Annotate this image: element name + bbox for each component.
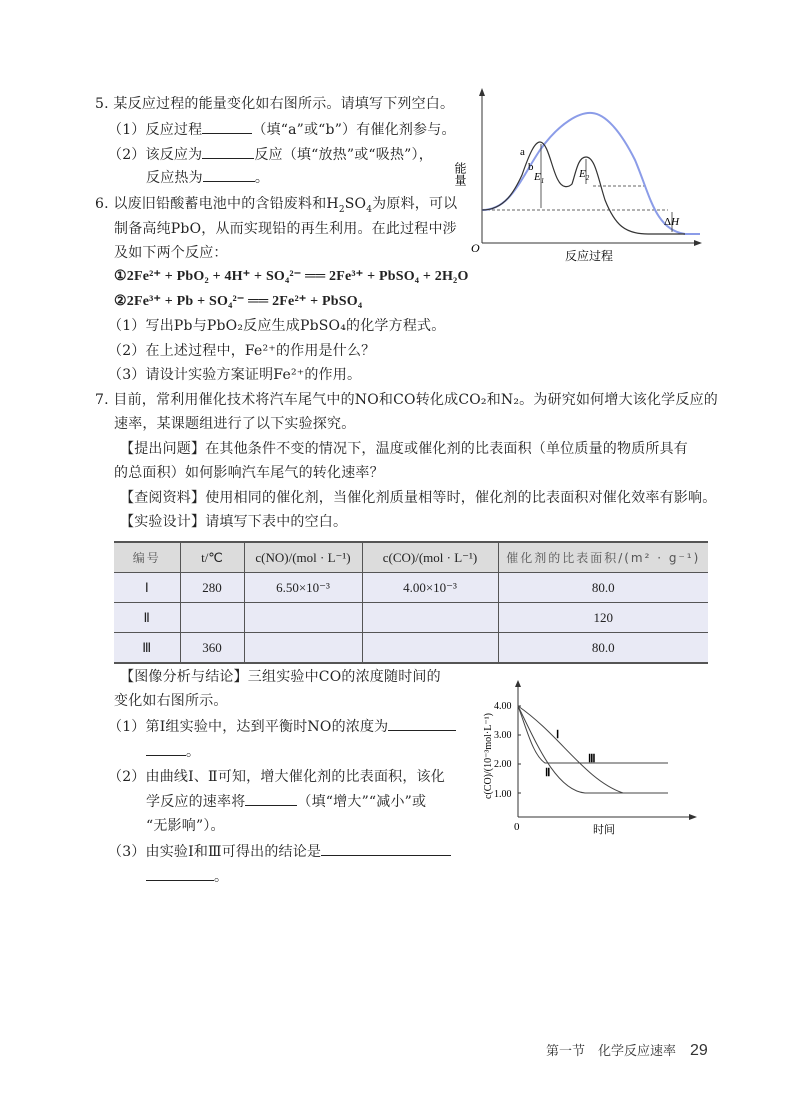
answer-blank[interactable]: [321, 842, 451, 856]
q7-line1: 7. 目前，常利用催化技术将汽车尾气中的NO和CO转化成CO₂和N₂。为研究如何增大该化学反应的: [95, 392, 718, 408]
table-cell-blank[interactable]: [180, 603, 244, 633]
table-cell: 80.0: [498, 633, 708, 664]
svg-text:Ⅲ: Ⅲ: [588, 753, 596, 765]
table-cell: 80.0: [498, 573, 708, 603]
q5-part2: [108, 145, 433, 164]
svg-text:1.00: 1.00: [494, 789, 512, 800]
svg-text:E2: $E_2$: [579, 168, 590, 182]
q6-line1: 6. 以废旧铅酸蓄电池中的含铅废料和$H_2SO_4$为原料，可以: [95, 196, 458, 215]
svg-text:4.00: 4.00: [494, 701, 512, 712]
table-cell: 120: [498, 603, 708, 633]
q7-sub1-cont: [146, 742, 200, 761]
table-header: c(NO)/(mol · L⁻¹): [244, 542, 362, 573]
q6-sub1: （1）写出Pb与PbO₂反应生成PbSO₄的化学方程式。: [108, 318, 446, 334]
q7-sub2-text: 学反应的速率将: [146, 794, 246, 810]
table-header-row: [114, 542, 708, 573]
svg-text:ΔH: ΔH: [664, 216, 680, 228]
table-cell: 4.00×10⁻³: [362, 573, 498, 603]
answer-blank[interactable]: [146, 867, 214, 881]
svg-text:c(CO)/(10⁻³mol·L⁻¹): c(CO)/(10⁻³mol·L⁻¹): [483, 713, 494, 799]
table-cell: Ⅰ: [144, 579, 149, 595]
q5-part1-text: （1）反应过程: [108, 122, 203, 138]
q7-line3: 【提出问题】在其他条件不变的情况下，温度或催化剂的比表面积（单位质量的物质所具有: [120, 441, 688, 457]
answer-blank[interactable]: [388, 717, 456, 731]
q5-part2-text2: 反应（填“放热”或“吸热”），: [254, 147, 433, 163]
table-header: 编号: [132, 551, 161, 565]
q7-analysis2: 变化如右图所示。: [114, 693, 228, 709]
q7-sub2-cont: [146, 792, 426, 811]
q7-sub1-end: 。: [186, 744, 201, 760]
origin-label: O: [471, 241, 480, 255]
table-header: t/℃: [180, 542, 244, 573]
q6-text: 为原料，可以: [372, 196, 458, 212]
q6-reaction2: ②2Fe³⁺ + Pb + SO₄²⁻ ══ 2Fe²⁺ + PbSO₄: [114, 294, 363, 309]
q6-line3: 及如下两个反应：: [114, 245, 228, 261]
svg-text:2.00: 2.00: [494, 759, 512, 770]
q6-reaction1: ①2Fe²⁺ + PbO₂ + 4H⁺ + SO₄²⁻ ══ 2Fe³⁺ + PbSO₄ + 2H₂O: [114, 269, 469, 284]
q7-sub1: [108, 717, 456, 736]
q7-sub2: （2）由曲线Ⅰ、Ⅱ可知，增大催化剂的比表面积，该化: [108, 769, 445, 785]
table-cell-blank[interactable]: [244, 633, 362, 664]
table-row: [114, 573, 708, 603]
q5-stem: 5. 某反应过程的能量变化如右图所示。请填写下列空白。: [95, 96, 455, 112]
table-cell: Ⅲ: [142, 639, 152, 655]
table-cell: 280: [180, 573, 244, 603]
q7-line5: 【查阅资料】使用相同的催化剂，当催化剂质量相等时，催化剂的比表面积对催化效率有影响。: [120, 490, 717, 506]
experiment-table: [114, 541, 708, 664]
q5-part2-text3: 反应热为: [146, 170, 203, 186]
q6-line2: 制备高纯PbO，从而实现铅的再生利用。在此过程中涉: [114, 221, 457, 237]
svg-text:b: b: [528, 161, 534, 173]
svg-text:3.00: 3.00: [494, 730, 512, 741]
q7-line6: 【实验设计】请填写下表中的空白。: [120, 514, 348, 530]
y-axis-label: 能量: [453, 162, 467, 186]
q5-part2-cont: [146, 168, 269, 187]
table-header: c(CO)/(mol · L⁻¹): [362, 542, 498, 573]
q5-part2-text4: 。: [254, 170, 270, 186]
q5-part1: [108, 120, 456, 139]
q7-sub2-cont2: “无影响”）。: [146, 818, 225, 834]
q7-sub2-text2: （填“增大”“减小”或: [297, 794, 427, 810]
svg-text:Ⅰ: Ⅰ: [556, 729, 560, 741]
q7-sub3-text: （3）由实验Ⅰ和Ⅲ可得出的结论是: [108, 844, 322, 860]
table-row: [114, 633, 708, 664]
table-header: 催化剂的比表面积/(m² · g⁻¹): [498, 542, 708, 573]
svg-text:时间: 时间: [593, 824, 615, 836]
table-cell: 360: [180, 633, 244, 664]
co-concentration-chart: [475, 680, 710, 840]
energy-diagram: [440, 80, 715, 270]
q6-sub3: （3）请设计实验方案证明Fe²⁺的作用。: [108, 367, 362, 383]
x-axis-label: 反应过程: [565, 249, 614, 263]
q7-sub1-text: （1）第Ⅰ组实验中，达到平衡时NO的浓度为: [108, 719, 389, 735]
svg-text:Ⅱ: Ⅱ: [545, 767, 551, 779]
q7-line2: 速率，某课题组进行了以下实验探究。: [114, 416, 356, 432]
table-row: [114, 603, 708, 633]
q7-sub3-end: 。: [214, 869, 229, 885]
table-cell: Ⅱ: [143, 609, 150, 625]
q7-line4: 的总面积）如何影响汽车尾气的转化速率？: [114, 465, 384, 481]
answer-blank[interactable]: [202, 145, 254, 159]
answer-blank[interactable]: [203, 168, 255, 182]
q6-sub2: （2）在上述过程中，Fe²⁺的作用是什么？: [108, 343, 376, 359]
table-cell-blank[interactable]: [362, 633, 498, 664]
q7-sub3: [108, 842, 451, 861]
answer-blank[interactable]: [245, 792, 297, 806]
q5-part1-text2: （填“a”或“b”）有催化剂参与。: [252, 122, 456, 138]
table-cell: 6.50×10⁻³: [244, 573, 362, 603]
answer-blank[interactable]: [202, 120, 252, 134]
table-cell-blank[interactable]: [362, 603, 498, 633]
page-number: 29: [690, 1042, 708, 1059]
table-cell-blank[interactable]: [244, 603, 362, 633]
svg-text:a: a: [520, 146, 525, 158]
q6-text: SO: [344, 196, 367, 212]
q5-part2-text: （2）该反应为: [108, 147, 203, 163]
svg-text:E1: $E_1$: [534, 171, 545, 185]
section-title: 第一节 化学反应速率: [546, 1044, 677, 1059]
page-footer: [546, 1040, 708, 1060]
q7-analysis1: 【图像分析与结论】三组实验中CO的浓度随时间的: [120, 669, 441, 685]
answer-blank[interactable]: [146, 742, 186, 756]
svg-text:0: 0: [514, 821, 520, 833]
q7-sub3-cont: [146, 867, 228, 886]
q6-text: 6. 以废旧铅酸蓄电池中的含铅废料和H: [95, 196, 339, 212]
